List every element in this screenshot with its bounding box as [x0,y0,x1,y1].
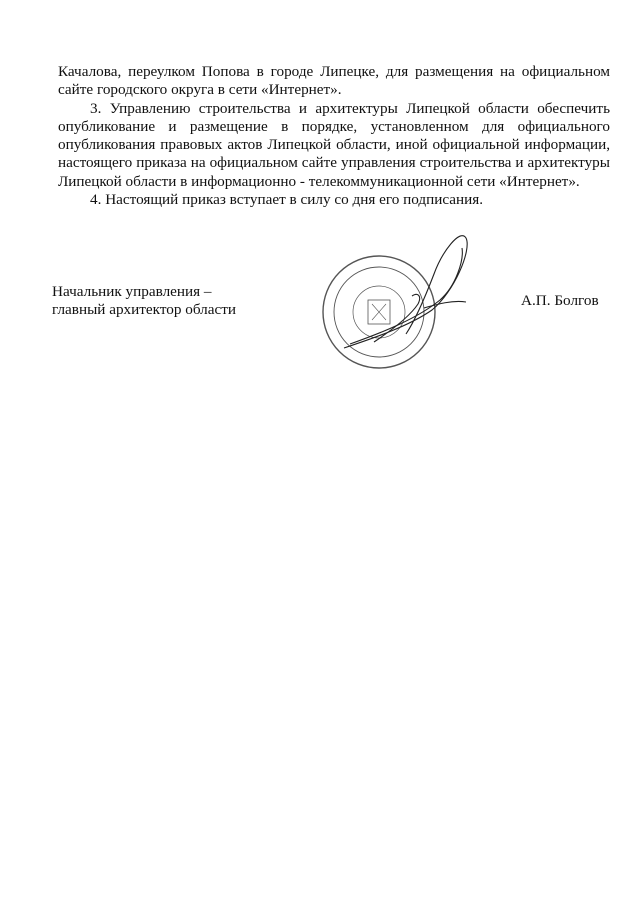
position-line-2: главный архитектор области [52,301,237,319]
paragraph-4: 4. Настоящий приказ вступает в силу со дня его подписания. [90,191,484,209]
signatory-position [52,283,236,320]
document-body [58,63,610,209]
paragraph-3: 3. Управлению строительства и архитектуры Липецкой области обеспечить опубликование и размещение в порядке, установленном для официального опубликования правовых актов Липецкой области, иной официальной информации, настоящего приказа на официальном сайте управления строительства и архитектуры Липецкой области в информационно - телекоммуникационной сети «Интернет». [58,99,610,190]
official-seal-with-signature [314,230,474,380]
paragraph-1: Качалова, переулком Попова в городе Липецке, для размещения на официальном сайте городского округа в сети «Интернет». [58,63,610,99]
position-line-1: Начальник управления – [52,283,212,300]
signatory-name: А.П. Болгов [521,292,599,309]
